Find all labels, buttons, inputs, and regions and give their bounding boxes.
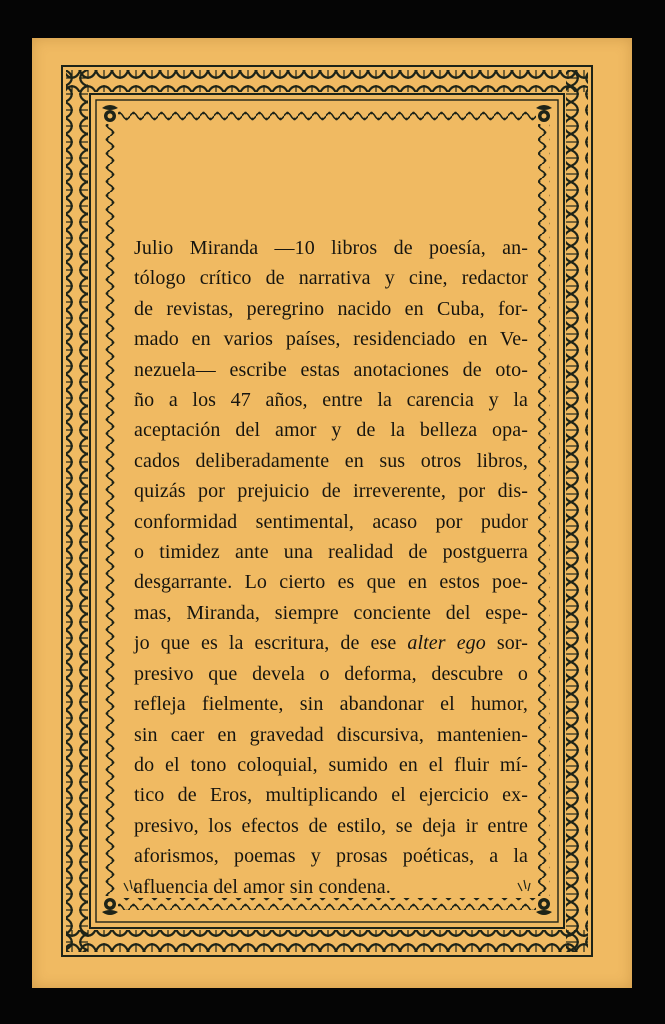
blurb-line: nezuela— escribe estas anotaciones de oto- — [134, 358, 528, 381]
vine-border-right — [538, 124, 550, 896]
italic-phrase: alter ego — [407, 632, 486, 655]
blurb-line: aceptación del amor y de la belleza opa- — [134, 419, 528, 442]
blurb-line: desgarrante. Lo cierto es que en estos poe- — [134, 571, 528, 594]
blurb-line: tico de Eros, multiplicando el ejercicio ex- — [134, 784, 528, 807]
blurb-line-with-italic — [134, 628, 528, 658]
blurb-line: ño a los 47 años, entre la carencia y la — [134, 389, 528, 412]
blurb-line: tólogo crítico de narrativa y cine, redactor — [134, 267, 528, 290]
blurb-line: aforismos, poemas y prosas poéticas, a la — [134, 845, 528, 868]
vine-border-left — [104, 124, 116, 896]
blurb-line-start: jo que es la escritura, de ese — [134, 632, 408, 655]
blurb-line: de revistas, peregrino nacido en Cuba, for- — [134, 297, 528, 320]
book-back-cover — [32, 38, 632, 988]
blurb-line: do el tono coloquial, sumido en el fluir mí- — [134, 753, 528, 776]
knotwork-border-bottom — [66, 930, 588, 952]
blurb-text — [134, 233, 528, 902]
blurb-line: cados deliberadamente en sus otros libros, — [134, 449, 528, 472]
blurb-line: sin caer en gravedad discursiva, mantenien- — [134, 723, 528, 746]
corner-fleuron-top-left — [102, 105, 118, 122]
corner-fleuron-top-right — [536, 105, 552, 122]
blurb-line: presivo, los efectos de estilo, se deja ir entre — [134, 814, 528, 837]
blurb-line-end: sor- — [485, 632, 529, 655]
blurb-line: presivo que devela o deforma, descubre o — [134, 662, 528, 685]
knotwork-border-left — [66, 70, 88, 952]
blurb-line: quizás por prejuicio de irreverente, por dis- — [134, 480, 528, 503]
blurb-line: o timidez ante una realidad de postguerra — [134, 541, 528, 564]
knotwork-border-right — [566, 70, 588, 952]
blurb-line: conformidad sentimental, acaso por pudor — [134, 510, 528, 533]
blurb-line: afluencia del amor sin condena. — [134, 875, 391, 898]
knotwork-border-top — [66, 70, 588, 92]
blurb-line: mas, Miranda, siempre conciente del espe- — [134, 601, 528, 624]
blurb-line: Julio Miranda —10 libros de poesía, an- — [134, 237, 528, 259]
blurb-line: mado en varios países, residenciado en Ve- — [134, 328, 528, 351]
blurb-line: refleja fielmente, sin abandonar el humor, — [134, 693, 528, 716]
vine-border-top — [118, 110, 536, 122]
